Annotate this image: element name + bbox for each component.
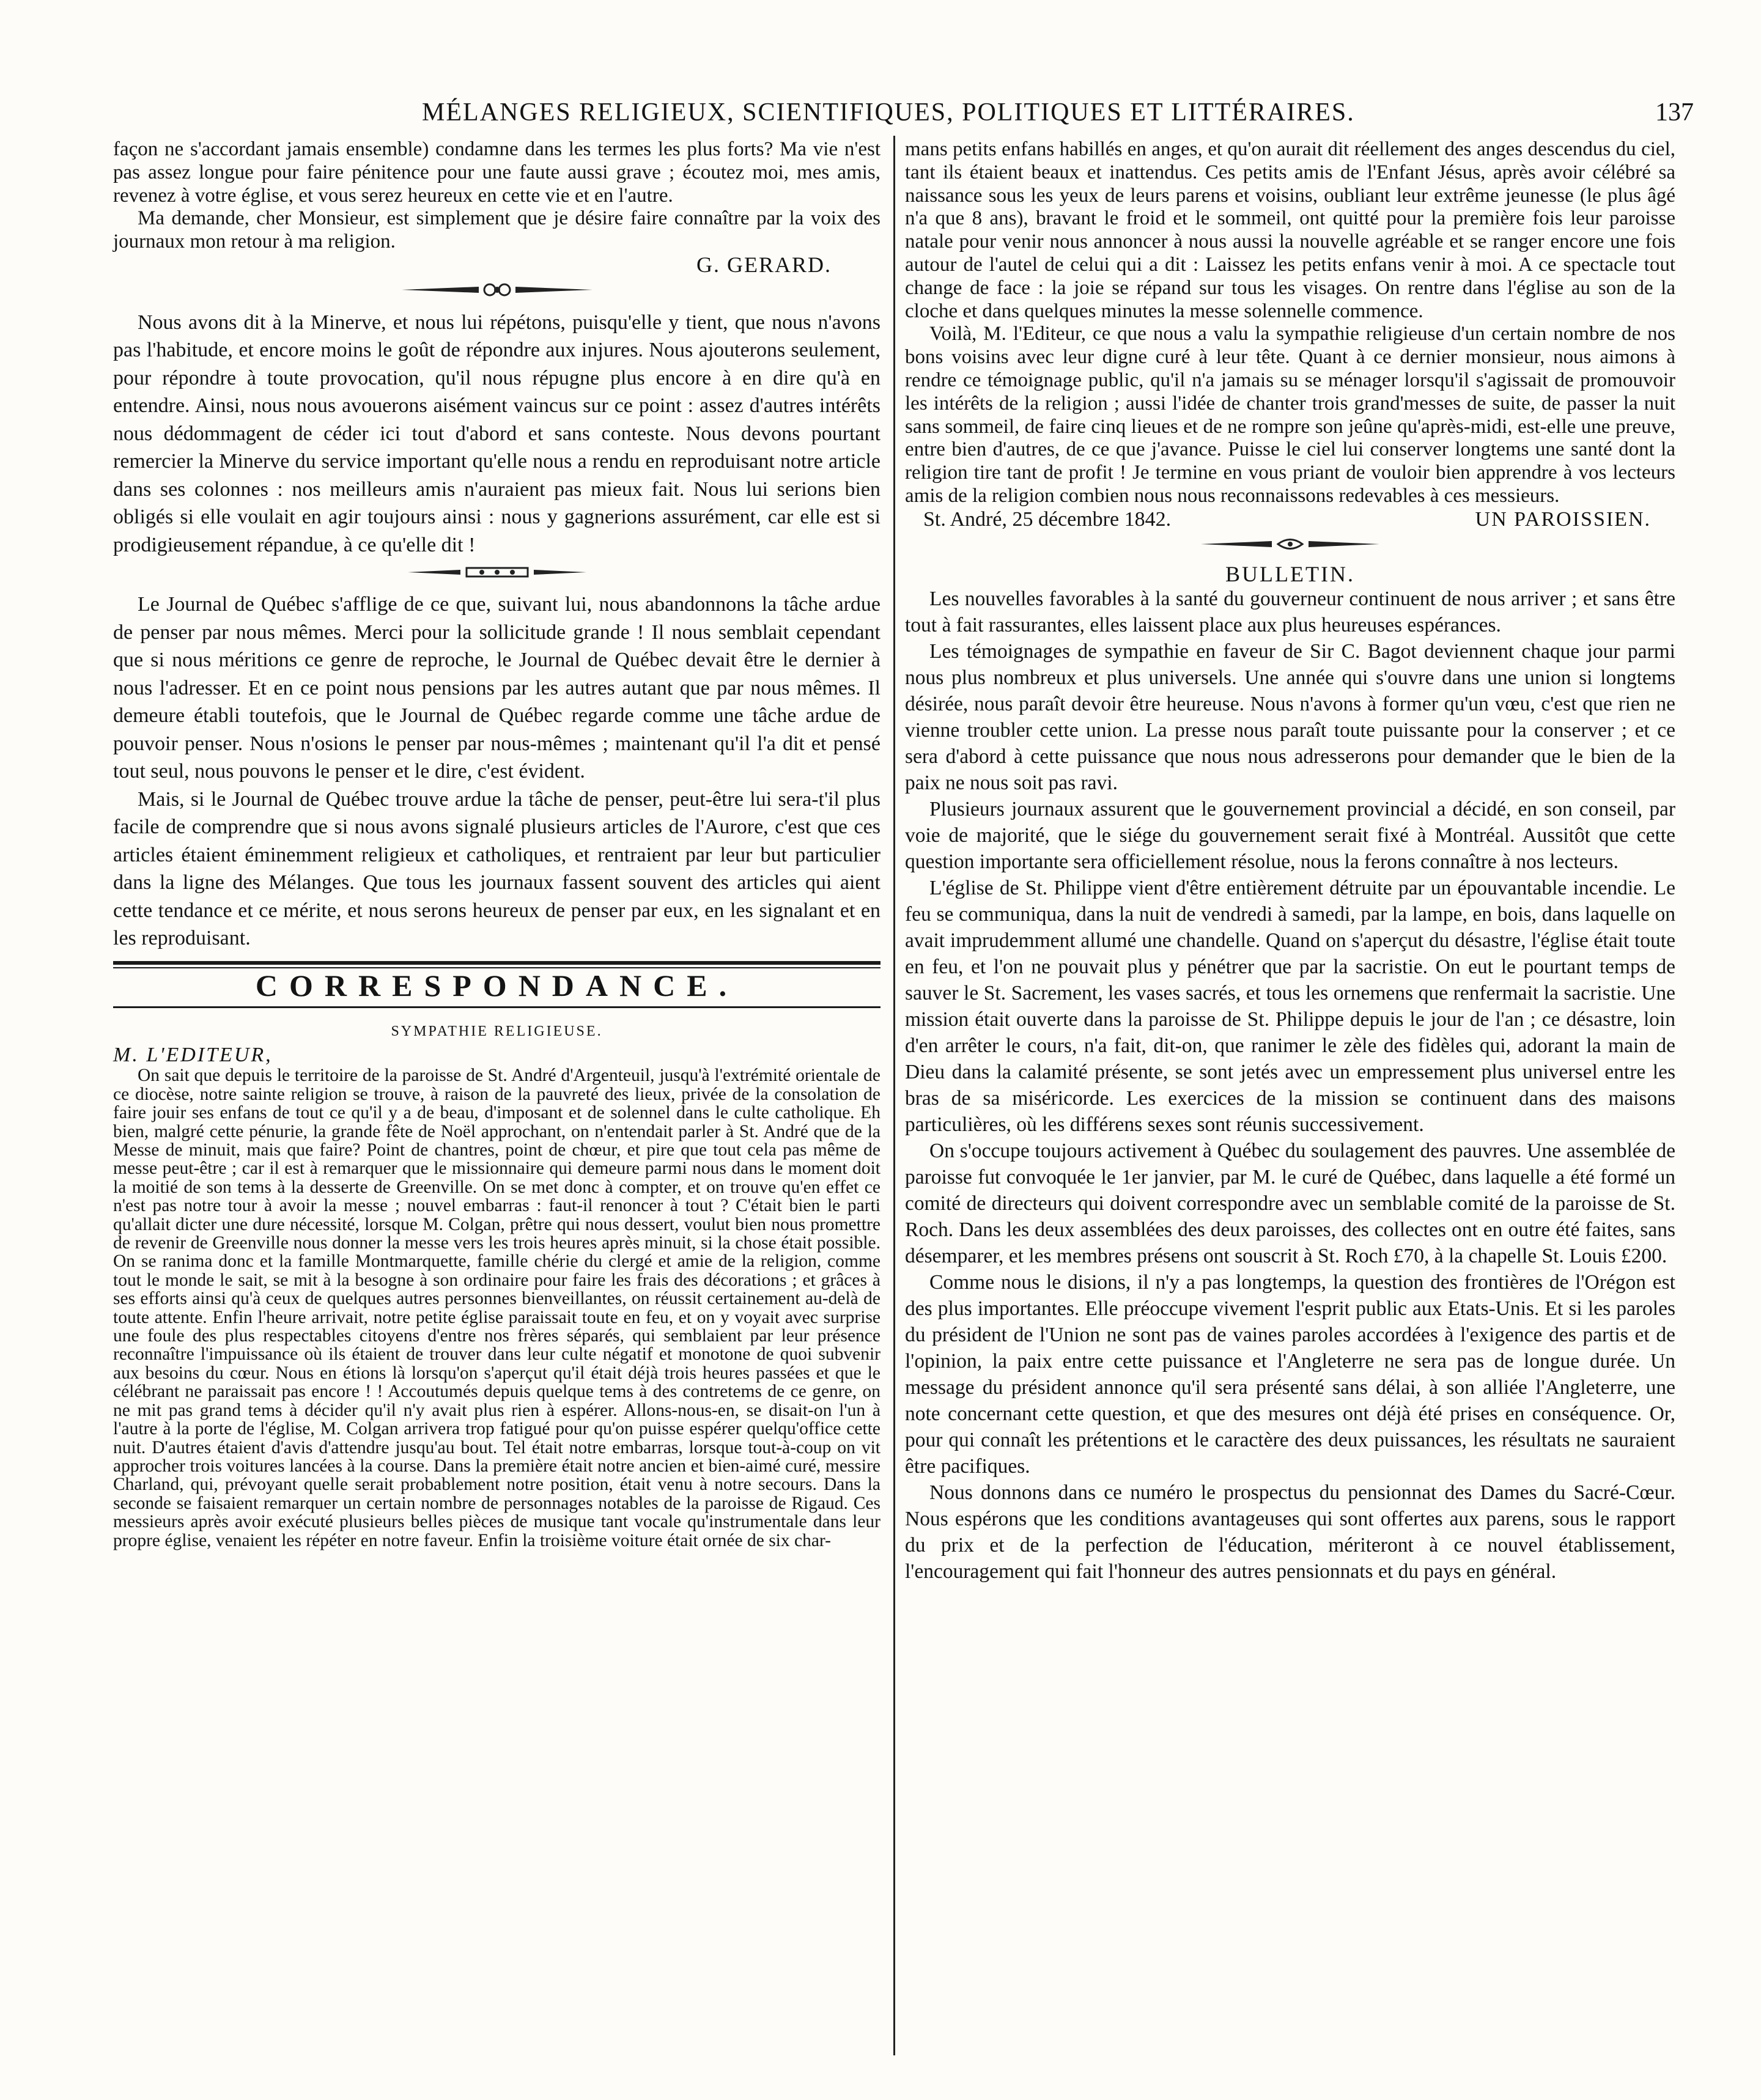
running-head [92,98,1694,141]
section-title-correspondance: CORRESPONDANCE. [255,968,739,1003]
letter-salutation: M. L'EDITEUR, [113,1043,273,1066]
left-column [113,138,880,1550]
letter-closing [905,508,1675,531]
ornament-divider [905,535,1675,559]
letter-signature: UN PAROISSIEN. [1475,507,1651,531]
minerve-paragraph: Nous avons dit à la Minerve, et nous lui répétons, puisqu'elle y tient, que nous n'avons pas l'habitude, et encore moins le goût de répondre aux injures. Nous ajouterons seulement, pour répondre à toute provocation, qu'il nous répugne plus encore à en dire qu'à en entendre. Ainsi, nous nous avouerons aisément vaincus sur ce point : assez d'autres intérêts nous dédommagent de céder ici tout d'abord et sans conteste. Nous devons pourtant remercier la Minerve du service important qu'elle nous a rendu en reproduisant notre article dans ses colonnes : nos meilleurs amis n'auraient pas mieux fait. Nous lui serions bien obligés si elle voulait en agir toujours ainsi : nous y gagnerions assurément, car elle est si prodigieusement répandue, à ce qu'elle dit ! [113,311,880,556]
gerard-signature: G. GERARD. [696,252,832,277]
letter-place-date: St. André, 25 décembre 1842. [923,507,1172,531]
letter-continuation: mans petits enfans habillés en anges, et qu'on aurait dit réellement des anges descendus du ciel, tant ils étaient beaux et inattendus. Ces petits amis de l'Enfant Jésus, après avoir célébré sa naissance sous les yeux de leurs parens et voisins, oubliant leur extrême jeunesse (le plus âgé n'a que 8 ans), bravant le froid et le sommeil, ont quitté pour la première fois leur paroisse natale pour venir nous annoncer à nous aussi la nouvelle agréable et se ranger encore une fois autour de l'autel de celui qui a dit : Laissez les petits enfans venir à moi. A ce spectacle tout change de face : la joie se répand sur tous les visages. On rentre dans l'église au son de la cloche et dans quelques minutes la messe solennelle commence. [905,138,1675,322]
journal-quebec-paragraph-1: Le Journal de Québec s'afflige de ce que, suivant lui, nous abandonnons la tâche ardue de penser par nous mêmes. Merci pour la sollicitude grande ! Il nous semblait cependant que si nous méritions ce genre de reproche, le Journal de Québec devait être le dernier à nous l'adresser. Et en ce point nous pensions par les autres autant que par nous mêmes. Il demeure établi toutefois, que le Journal de Québec regarde comme une tâche ardue de pouvoir penser. Nous n'osions le penser par nous-mêmes ; maintenant qu'il l'a dit et pensé tout seul, nous pouvons le penser et le dire, c'est évident. [113,593,880,783]
letter-subheading: SYMPATHIE RELIGIEUSE. [391,1023,603,1039]
letter-paragraph-2: Voilà, M. l'Editeur, ce que nous a valu la sympathie religieuse d'un certain nombre de nos bons voisins avec leur digne curé à leur tête. Quant à ce dernier monsieur, nous aimons à rendre ce témoignage public, qu'il n'a jamais su se ménager lorsqu'il s'agissait de promouvoir les intérêts de la religion ; aussi l'idée de chanter trois grand'messes de suite, de passer la nuit sans sommeil, de faire cinq lieues et de ne rompre son jeûne qu'après-midi, est-elle une preuve, entre bien d'autres, de ce que j'avance. Puisse le ciel lui conserver longtems une santé dont la religion tire tant de profit ! Je termine en vous priant de vouloir bien apprendre à vos lecteurs amis de la religion combien nous nous reconnaissons redevables à ces messieurs. [905,323,1675,507]
section-rule-thick [113,961,880,965]
bulletin-paragraph: Comme nous le disions, il n'y a pas longtemps, la question des frontières de l'Orégon est des plus importantes. Elle préoccupe vivement l'esprit public aux Etats-Unis. Et si les paroles du président de l'Union ne sont pas de vaines paroles accordées à l'exigence des partis et de l'opinion, la paix entre cette puissance et l'Angleterre ne sera pas de longue durée. Un message du président annonce qu'il sera présenté sans délai, à son alliée l'Angleterre, une note concernant cette question, et que des mesures ont déjà été prises en conséquence. Or, pour qui connaît les prétentions et le caractère des deux puissances, les résultats ne sauraient être pacifiques. [905,1271,1675,1478]
column-divider [893,136,895,2055]
letter-body: On sait que depuis le territoire de la paroisse de St. André d'Argenteuil, jusqu'à l'extrémité orientale de ce diocèse, notre sainte religion se trouve, à raison de la pauvreté des lieux, privée de la consolation de faire jouir ses enfans de tout ce qu'il y a de beau, d'imposant et de solennel dans le culte catholique. Eh bien, malgré cette pénurie, la grande fête de Noël approchant, on n'entendait parler à St. André que de la Messe de minuit, mais que faire? Point de chantres, point de chœur, et pire que tout cela pas même de messe peut-être ; car il est à remarquer que le missionnaire qui demeure parmi nous dans le moment doit la moitié de son tems à la desserte de Greenville. On se met donc à compter, et on trouve qu'en effet ce n'est pas notre tour à avoir la messe ; nouvel embarras : faut-il renoncer à tout ? C'était bien le parti qu'allait dicter une dure nécessité, lorsque M. Colgan, prêtre qui nous dessert, voulut bien nous promettre de revenir de Greenville nous donner la messe vers les trois heures après minuit, si la chose était possible. On se ranima donc et la famille Montmarquette, famille chérie du clergé et amie de la religion, comme tout le monde le sait, se mit à la besogne à son ordinaire pour faire les frais des décorations ; et grâces à ses efforts ainsi qu'à ceux de quelques autres personnes bienveillantes, on réussit certainement au-delà de toute attente. Enfin l'heure arrivait, notre petite église paraissait toute en feu, et on y voyait avec surprise une foule des plus respectables citoyens d'entre nos frères séparés, qui semblaient par leur présence reconnaître l'impuissance où ils étaient de trouver dans leur culte négatif et monotone de quoi subvenir aux besoins du cœur. Nous en étions là lorsqu'on s'aperçut qu'il était déjà trois heures passées et que le célébrant ne paraissait pas encore ! ! Accoutumés depuis quelque tems à des contretems de ce genre, on ne mit pas grand tems à décider qu'il n'y avait plus rien à espérer. Allons-nous-en, se disait-on l'un à l'autre à la porte de l'église, M. Colgan arrivera trop fatigué pour qu'on puisse espérer quelqu'office cette nuit. D'autres étaient d'avis d'attendre jusqu'au bout. Tel était notre embarras, lorsque tout-à-coup on vit approcher trois voitures lancées à la course. Dans la première était notre ancien et bien-aimé curé, messire Charland, qui, prévoyant quelle serait probablement notre position, était venu à notre secours. Dans la seconde se faisaient remarquer un certain nombre de personnages notables de la paroisse de Rigaud. Ces messieurs après avoir exécuté plusieurs belles pièces de musique tant vocale qu'instrumentale dans leur propre église, venaient les répéter en notre faveur. Enfin la troisième voiture était ornée de six char- [113,1066,880,1550]
right-column [905,138,1675,1585]
bulletin-paragraph: L'église de St. Philippe vient d'être entièrement détruite par un épouvantable incendie. Le feu se communiqua, dans la nuit de vendredi à samedi, par la lampe, en bois, dans laquelle on avait imprudemment allumé une chandelle. Quand on s'aperçut du désastre, l'église était toute en feu, et l'on ne pouvait plus y pénétrer que par la sacristie. On eut le pourtant temps de sauver le St. Sacrement, les vases sacrés, et tous les ornemens que renfermait la sacristie. Une mission était ouverte dans la paroisse de St. Philippe depuis le jour de l'an ; ce désastre, loin d'en arrêter le cours, n'a fait, dit-on, que ranimer le zèle des fidèles qui, adorant la main de Dieu dans la calamité présente, se sont jetés avec un empressement plus universel entre les bras de sa miséricorde. Les exercices de la mission se continuent dans des maisons particulières, où les différens sexes sont réunis successivement. [905,877,1675,1137]
bulletin-paragraph: On s'occupe toujours activement à Québec du soulagement des pauvres. Une assemblée de paroisse fut convoquée le 1er janvier, par M. le curé de Québec, dans laquelle a été formé un comité de directeurs qui doivent correspondre avec un semblable comité de la paroisse de St. Roch. Dans les deux assemblées des deux paroisses, des collectes ont en outre été faites, sans désemparer, et les membres présens ont souscrit à St. Roch £70, à la chapelle St. Louis £200. [905,1140,1675,1268]
bulletin-paragraph: Les témoignages de sympathie en faveur de Sir C. Bagot deviennent chaque jour parmi nous plus nombreux et plus universels. Une année qui s'ouvre dans une union si longtems désirée, nous paraît devoir être heureuse. Nous n'avons à former qu'un vœu, c'est que rien ne vienne troubler cette union. La presse nous paraît toute puissante pour la conserver ; et ce sera d'abord à cette puissance que nous nous adresserons pour demander que le bien de la paix ne nous soit pas ravi. [905,640,1675,795]
bulletin-title: BULLETIN. [1225,561,1355,586]
ornament-divider [113,281,880,305]
page-number: 137 [1655,98,1694,127]
gerard-letter-end: façon ne s'accordant jamais ensemble) condamne dans les termes les plus forts? Ma vie n'est pas assez longue pour faire pénitence pour une faute aussi grave ; écoutez moi, mes amis, revenez à votre église, et vous serez heureux en cette vie et en l'autre. [113,138,880,207]
ornament-divider [113,562,880,587]
running-title: MÉLANGES RELIGIEUX, SCIENTIFIQUES, POLITIQUES ET LITTÉRAIRES. [422,98,1355,127]
bulletin-paragraph: Plusieurs journaux assurent que le gouvernement provincial a décidé, en son conseil, par voie de majorité, que le siége du gouvernement serait fixé à Montréal. Aussitôt que cette question importante sera officiellement résolue, nous la ferons connaître à nos lecteurs. [905,798,1675,874]
section-rule-under [113,1006,880,1008]
gerard-request: Ma demande, cher Monsieur, est simplement que je désire faire connaître par la voix des journaux mon retour à ma religion. [113,207,880,253]
journal-quebec-paragraph-2: Mais, si le Journal de Québec trouve ardue la tâche de penser, peut-être lui sera-t'il plus facile de comprendre que si nous avons signalé plusieurs articles de l'Aurore, c'est que ces articles étaient éminemment religieux et catholiques, et rentraient par leur but particulier dans la ligne des Mélanges. Que tous les journaux fassent souvent des articles qui aient cette tendance et ce mérite, et nous serons heureux de penser par eux, en les signalant et en les reproduisant. [113,787,880,950]
bulletin-paragraph: Nous donnons dans ce numéro le prospectus du pensionnat des Dames du Sacré-Cœur. Nous espérons que les conditions avantageuses qui sont offertes aux parens, sous le rapport du prix et de la perfection de l'éducation, mériteront à ce nouvel établissement, l'encouragement qui fait l'honneur des autres pensionnats et du pays en général. [905,1481,1675,1583]
bulletin-paragraph: Les nouvelles favorables à la santé du gouverneur continuent de nous arriver ; et sans être tout à fait rassurantes, elles laissent place aux plus heureuses espérances. [905,588,1675,637]
